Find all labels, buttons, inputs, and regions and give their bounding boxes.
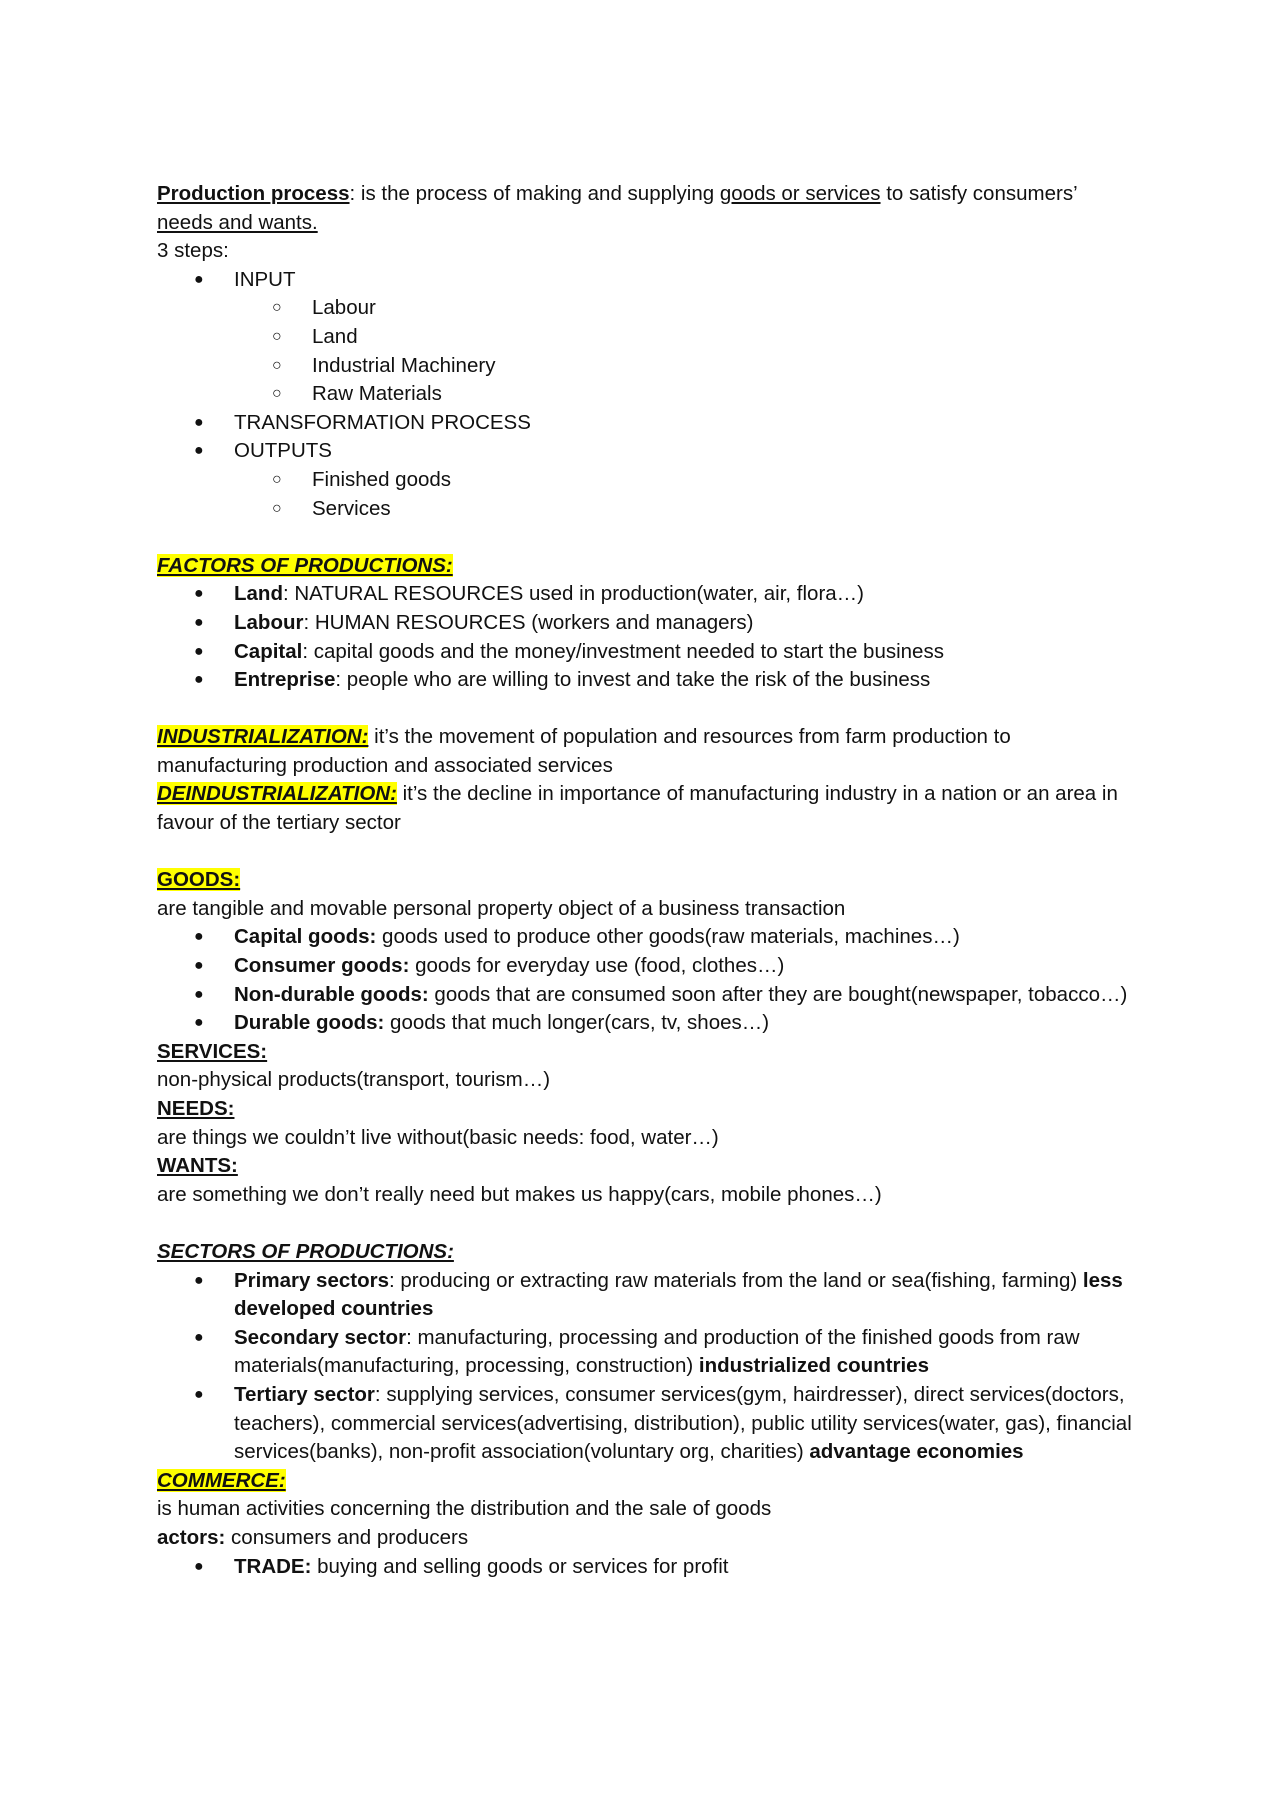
sectors-heading: SECTORS OF PRODUCTIONS:: [157, 1239, 454, 1263]
bullet-icon: ●: [194, 1328, 204, 1346]
services-heading: SERVICES:: [157, 1039, 268, 1063]
services-definition: non-physical products(transport, tourism…): [157, 1068, 551, 1092]
production-term: Production process: [157, 182, 350, 205]
bullet-icon: ●: [194, 442, 204, 460]
circle-bullet-icon: ○: [272, 356, 282, 374]
list-item: ● Capital goods: goods used to produce other goods(raw materials, machines…): [157, 923, 1137, 952]
production-definition: Production process: is the process of making and supplying goods or services to satisfy consumers’ needs and wants.: [157, 182, 1077, 234]
steps-list: [157, 266, 1137, 523]
bullet-icon: ●: [194, 413, 204, 431]
list-item: ● Durable goods: goods that much longer(cars, tv, shoes…): [157, 1009, 1137, 1038]
bullet-icon: ●: [194, 613, 204, 631]
wants-heading: WANTS:: [157, 1154, 238, 1178]
list-item: ● Labour: HUMAN RESOURCES (workers and managers): [157, 609, 1137, 638]
bullet-icon: ●: [194, 985, 204, 1003]
list-item: ● Consumer goods: goods for everyday use (food, clothes…): [157, 952, 1137, 981]
goods-definition: are tangible and movable personal property object of a business transaction: [157, 896, 846, 920]
industrialization-definition: INDUSTRIALIZATION: it’s the movement of population and resources from farm production to manufacturing production and associated services: [157, 725, 1011, 777]
list-item: ● TRANSFORMATION PROCESS: [157, 409, 1137, 438]
output-list: [234, 466, 1137, 523]
factors-heading: FACTORS OF PRODUCTIONS:: [157, 553, 453, 577]
circle-bullet-icon: ○: [272, 299, 282, 317]
list-item: ○ Finished goods: [234, 466, 1137, 495]
spacer: [157, 838, 1137, 867]
bullet-icon: ●: [194, 1557, 204, 1575]
bullet-icon: ●: [194, 957, 204, 975]
spacer: [157, 1209, 1137, 1238]
bullet-icon: ●: [194, 1385, 204, 1403]
list-item: ● Entreprise: people who are willing to invest and take the risk of the business: [157, 666, 1137, 695]
bullet-icon: ●: [194, 671, 204, 689]
list-item: ● INPUT ○ Labour ○ Land ○ Industrial Machinery ○ Raw Materials: [157, 266, 1137, 409]
list-item: ● Tertiary sector: supplying services, consumer services(gym, hairdresser), direct services(doctors, teachers), commercial services(advertising, distribution), public utility services(water, gas), financial services(banks), non-profit association(voluntary org, charities) advantage economies: [194, 1382, 1132, 1464]
bullet-icon: ●: [194, 1271, 204, 1289]
deindustrialization-definition: DEINDUSTRIALIZATION: it’s the decline in importance of manufacturing industry in a nation or an area in favour of the tertiary sector: [157, 782, 1118, 835]
bullet-icon: ●: [194, 270, 204, 288]
list-item: ○ Raw Materials: [234, 380, 1137, 409]
list-item: ○ Labour: [234, 294, 1137, 323]
list-item: ● Primary sectors: producing or extracting raw materials from the land or sea(fishing, farming) less developed countries: [194, 1268, 1123, 1321]
spacer: [157, 523, 1137, 552]
list-item: ● Capital: capital goods and the money/investment needed to start the business: [157, 638, 1137, 667]
list-item: ● Non-durable goods: goods that are consumed soon after they are bought(newspaper, tobacco…): [157, 981, 1137, 1010]
steps-label: 3 steps:: [157, 239, 229, 263]
commerce-actors: actors: consumers and producers: [157, 1525, 469, 1549]
sectors-list: [157, 1267, 1137, 1467]
bullet-icon: ●: [194, 928, 204, 946]
list-item: ● TRADE: buying and selling goods or services for profit: [157, 1553, 1137, 1582]
goods-list: [157, 923, 1137, 1037]
list-item: ● Secondary sector: manufacturing, processing and production of the finished goods from raw materials(manufacturing, processing, construction) industrialized countries: [194, 1325, 1080, 1378]
circle-bullet-icon: ○: [272, 470, 282, 488]
list-item: ○ Services: [234, 495, 1137, 524]
input-list: [234, 294, 1137, 408]
needs-heading: NEEDS:: [157, 1097, 235, 1120]
document-page: [157, 180, 1137, 1581]
list-item: ● Land: NATURAL RESOURCES used in production(water, air, flora…): [157, 580, 1137, 609]
commerce-definition: is human activities concerning the distribution and the sale of goods: [157, 1497, 772, 1521]
needs-definition: are things we couldn’t live without(basic needs: food, water…): [157, 1125, 719, 1149]
list-item: ○ Industrial Machinery: [234, 352, 1137, 381]
factors-list: [157, 580, 1137, 694]
commerce-heading: COMMERCE:: [157, 1468, 286, 1492]
bullet-icon: ●: [194, 642, 204, 660]
circle-bullet-icon: ○: [272, 499, 282, 517]
circle-bullet-icon: ○: [272, 385, 282, 403]
bullet-icon: ●: [194, 585, 204, 603]
spacer: [157, 695, 1137, 724]
circle-bullet-icon: ○: [272, 327, 282, 345]
bullet-icon: ●: [194, 1014, 204, 1032]
goods-heading: GOODS:: [157, 868, 241, 892]
commerce-list: [157, 1553, 1137, 1582]
wants-definition: are something we don’t really need but makes us happy(cars, mobile phones…): [157, 1182, 882, 1206]
list-item: ● OUTPUTS ○ Finished goods ○ Services: [157, 437, 1137, 523]
list-item: ○ Land: [234, 323, 1137, 352]
